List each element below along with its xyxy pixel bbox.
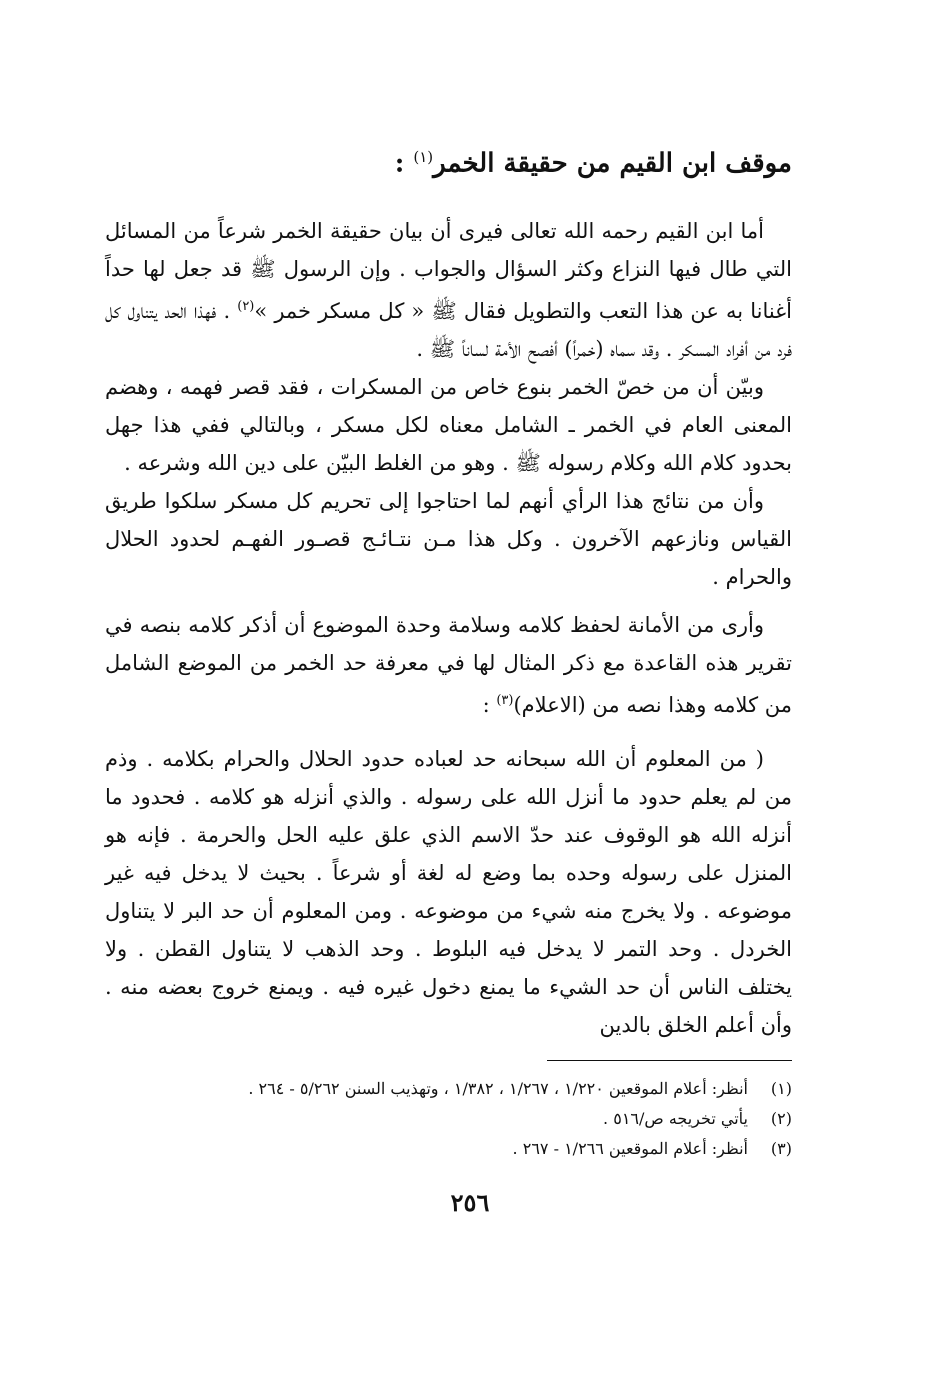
footnote-number: (٢): [770, 1109, 792, 1128]
heading-colon: :: [394, 148, 405, 179]
paragraph-3: [105, 482, 792, 596]
footnote-2: [105, 1104, 792, 1134]
heading-footnote-ref: (١): [413, 148, 434, 166]
paragraph-4: [105, 606, 792, 724]
paragraph-2-text: وبيّن أن من خصّ الخمر بنوع خاص من المسكرات ، فقد قصر فهمه ، وهضم المعنى العام في الخمر ـ الشامل معناه لكل مسكر ، وبالتالي ففي هذا جهل بحدود كلام الله وكلام رسوله ﷺ . وهو من الغلط البيّن على دين الله وشرعه .: [105, 375, 792, 475]
paragraph-3-text: وأن من نتائج هذا الرأي أنهم لما احتاجوا إلى تحريم كل مسكر سلكوا طريق القياس ونازعهم الآخرون . وكل هذا مـن نتـائـج قصـور الفهـم لحدود الحلال والحرام .: [105, 489, 792, 589]
footnotes: [105, 1074, 792, 1164]
paragraph-1-after: . فهذا الحد يتناول كل فرد من أفراد المسكر . وقد سماه (خمراً) أفصح الأمة لساناً ﷺ .: [105, 299, 792, 361]
footnote-1: [105, 1074, 792, 1104]
heading-title: موقف ابن القيم من حقيقة الخمر: [433, 148, 792, 179]
paragraph-2: [105, 368, 792, 482]
footnote-number: (٣): [770, 1139, 792, 1158]
footnote-separator: [547, 1060, 792, 1061]
paragraph-1-footnote-ref: (٢): [237, 299, 255, 314]
paragraph-4-footnote-ref: (٣): [496, 693, 514, 708]
paragraph-1-text: أما ابن القيم رحمه الله تعالى فيرى أن بيان حقيقة الخمر شرعاً من المسائل التي طال فيها النزاع وكثر السؤال والجواب . وإن الرسول ﷺ قد جعل لها حداً أغنانا به عن هذا التعب والتطويل فقال ﷺ « كل مسكر خمر »: [105, 219, 792, 323]
footnote-number: (١): [770, 1079, 792, 1098]
footnote-text: أنظر: أعلام الموقعين ١/٢٢٠ ، ١/٢٦٧ ، ١/٣٨٢ ، وتهذيب السنن ٥/٢٦٢ - ٢٦٤ .: [248, 1079, 748, 1098]
quote-text: ( من المعلوم أن الله سبحانه حد لعباده حدود الحلال والحرام بكلامه . وذم من لم يعلم حدود ما أنزل الله على رسوله . والذي أنزله هو كلامه . فحدود ما أنزله الله هو الوقوف عند حدّ الاسم الذي علق عليه الحل والحرمة . فإنه هو المنزل على رسوله وحده بما وضع له لغة أو شرعاً . بحيث لا يدخل فيه غير موضوعه . ولا يخرج منه شيء من موضوعه . ومن المعلوم أن حد البر لا يتناول الخردل . وحد التمر لا يدخل فيه البلوط . وحد الذهب لا يتناول القطن . ولا يختلف الناس أن حد الشيء ما يمنع دخول غيره فيه . ويمنع خروج بعضه منه . وأن أعلم الخلق بالدين: [105, 747, 792, 1037]
body-text: [105, 212, 792, 1044]
footnote-text: أنظر: أعلام الموقعين ١/٢٦٦ - ٢٦٧ .: [512, 1139, 748, 1158]
quote-paragraph: [105, 740, 792, 1044]
footnote-3: [105, 1134, 792, 1164]
paragraph-1: [105, 212, 792, 368]
footnote-text: يأتي تخريجه ص/٥١٦ .: [603, 1109, 748, 1128]
section-heading: [395, 148, 792, 179]
paragraph-4-after: :: [482, 693, 497, 717]
paragraph-4-text: وأرى من الأمانة لحفظ كلامه وسلامة وحدة الموضوع أن أذكر كلامه بنصه في تقرير هذه القاعدة مع ذكر المثال لها في معرفة حد الخمر من الموضع الشامل من كلامه وهذا نصه من (الاعلام): [105, 613, 792, 717]
page-number: ٢٥٦: [450, 1188, 490, 1217]
